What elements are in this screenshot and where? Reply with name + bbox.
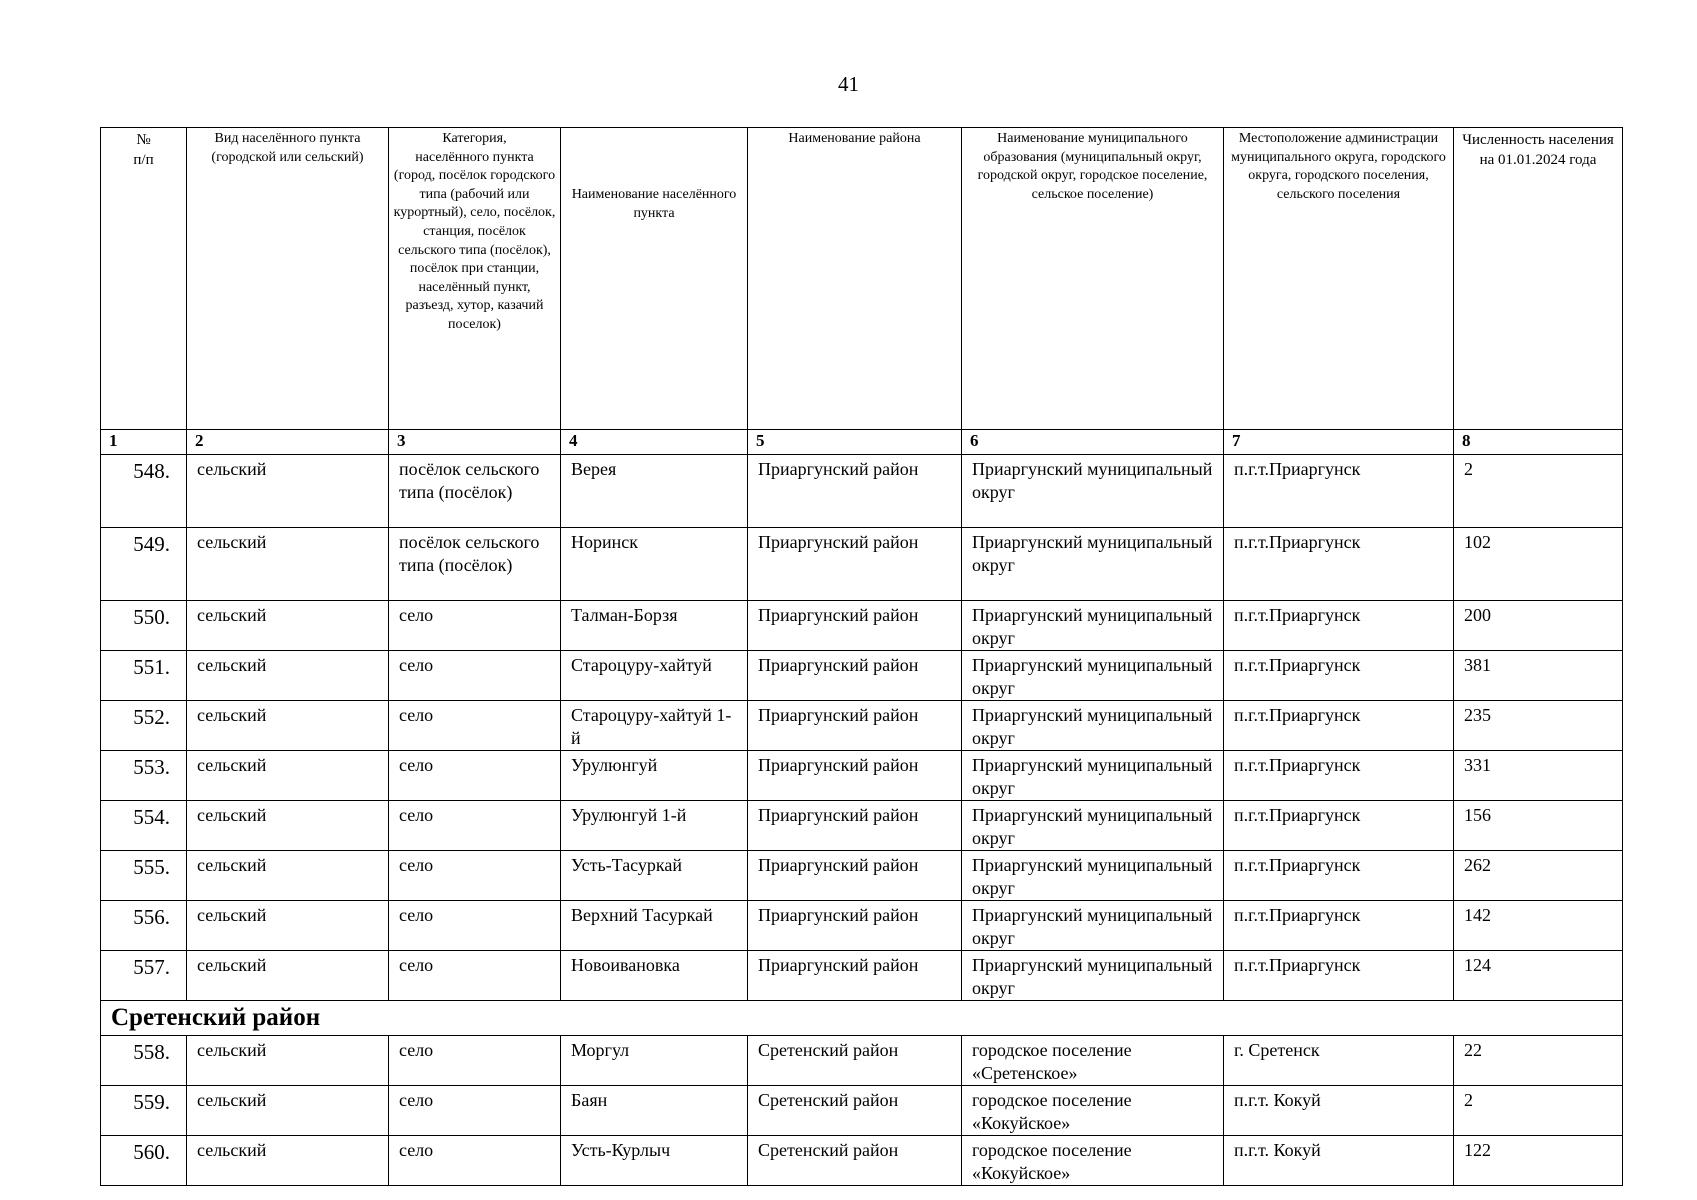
population-cell: 142 (1454, 901, 1623, 951)
district-cell: Приаргунский район (748, 528, 962, 601)
table-row (101, 1136, 1623, 1186)
population-cell: 200 (1454, 601, 1623, 651)
settlement-name-cell: Урулюнгуй (561, 751, 748, 801)
settlement-kind-cell: сельский (187, 851, 389, 901)
admin-location-cell: п.г.т.Приаргунск (1224, 528, 1454, 601)
municipality-cell: Приаргунский муниципальный округ (962, 601, 1224, 651)
settlement-name-cell: Верхний Тасуркай (561, 901, 748, 951)
municipality-cell: Приаргунский муниципальный округ (962, 701, 1224, 751)
admin-location-cell: п.г.т. Кокуй (1224, 1136, 1454, 1186)
category-cell: село (389, 1086, 561, 1136)
municipality-cell: Приаргунский муниципальный округ (962, 851, 1224, 901)
population-cell: 156 (1454, 801, 1623, 851)
settlement-name-cell: Моргул (561, 1036, 748, 1086)
settlements-table (100, 127, 1623, 1186)
population-cell: 2 (1454, 1086, 1623, 1136)
row-number: 557. (101, 951, 187, 1001)
population-cell: 22 (1454, 1036, 1623, 1086)
district-cell: Приаргунский район (748, 601, 962, 651)
settlement-name-cell: Староцуру-хайтуй 1-й (561, 701, 748, 751)
header-municipality: Наименование муниципального образования (муниципальный округ, городской округ, городское поселение, сельское поселение) (962, 128, 1224, 430)
population-cell: 381 (1454, 651, 1623, 701)
table-row (101, 455, 1623, 528)
admin-location-cell: п.г.т.Приаргунск (1224, 901, 1454, 951)
settlement-kind-cell: сельский (187, 901, 389, 951)
header-settlement-name: Наименование населённого пункта (561, 128, 748, 430)
admin-location-cell: п.г.т.Приаргунск (1224, 701, 1454, 751)
table-row (101, 651, 1623, 701)
settlement-kind-cell: сельский (187, 1136, 389, 1186)
municipality-cell: городское поселение «Кокуйское» (962, 1086, 1224, 1136)
section-block (101, 1001, 1623, 1036)
district-cell: Приаргунский район (748, 801, 962, 851)
row-number: 550. (101, 601, 187, 651)
category-cell: село (389, 701, 561, 751)
row-number: 552. (101, 701, 187, 751)
municipality-cell: Приаргунский муниципальный округ (962, 528, 1224, 601)
municipality-cell: Приаргунский муниципальный округ (962, 751, 1224, 801)
settlement-kind-cell: сельский (187, 651, 389, 701)
district-cell: Приаргунский район (748, 951, 962, 1001)
settlement-name-cell: Усть-Тасуркай (561, 851, 748, 901)
admin-location-cell: п.г.т.Приаргунск (1224, 455, 1454, 528)
category-cell: село (389, 1036, 561, 1086)
district-cell: Сретенский район (748, 1136, 962, 1186)
column-number: 5 (748, 430, 962, 455)
column-number: 4 (561, 430, 748, 455)
category-cell: село (389, 801, 561, 851)
table-row (101, 851, 1623, 901)
header-population: Численность населения на 01.01.2024 года (1454, 128, 1623, 430)
category-cell: село (389, 1136, 561, 1186)
district-cell: Приаргунский район (748, 455, 962, 528)
population-cell: 331 (1454, 751, 1623, 801)
settlement-kind-cell: сельский (187, 1086, 389, 1136)
page-number: 41 (838, 72, 859, 96)
municipality-cell: городское поселение «Кокуйское» (962, 1136, 1224, 1186)
row-number: 548. (101, 455, 187, 528)
category-cell: село (389, 751, 561, 801)
district-cell: Приаргунский район (748, 901, 962, 951)
population-cell: 124 (1454, 951, 1623, 1001)
table-row (101, 951, 1623, 1001)
header-settlement-kind: Вид населённого пункта (городской или сельский) (187, 128, 389, 430)
admin-location-cell: п.г.т.Приаргунск (1224, 801, 1454, 851)
district-cell: Приаргунский район (748, 651, 962, 701)
column-number: 3 (389, 430, 561, 455)
row-number: 560. (101, 1136, 187, 1186)
settlement-kind-cell: сельский (187, 951, 389, 1001)
row-number: 549. (101, 528, 187, 601)
table-row (101, 701, 1623, 751)
category-cell: село (389, 601, 561, 651)
column-number: 2 (187, 430, 389, 455)
settlement-kind-cell: сельский (187, 528, 389, 601)
table-row (101, 1036, 1623, 1086)
column-number-row (101, 430, 1623, 455)
municipality-cell: городское поселение «Сретенское» (962, 1036, 1224, 1086)
district-cell: Сретенский район (748, 1086, 962, 1136)
table-row (101, 601, 1623, 651)
category-cell: посёлок сельского типа (посёлок) (389, 528, 561, 601)
settlement-kind-cell: сельский (187, 801, 389, 851)
settlement-kind-cell: сельский (187, 1036, 389, 1086)
settlement-kind-cell: сельский (187, 751, 389, 801)
column-number: 8 (1454, 430, 1623, 455)
settlement-name-cell: Верея (561, 455, 748, 528)
settlement-name-cell: Талман-Борзя (561, 601, 748, 651)
population-cell: 122 (1454, 1136, 1623, 1186)
category-cell: посёлок сельского типа (посёлок) (389, 455, 561, 528)
population-cell: 262 (1454, 851, 1623, 901)
admin-location-cell: г. Сретенск (1224, 1036, 1454, 1086)
table-row (101, 1086, 1623, 1136)
row-number: 553. (101, 751, 187, 801)
table-row (101, 901, 1623, 951)
settlement-name-cell: Новоивановка (561, 951, 748, 1001)
settlement-name-cell: Староцуру-хайтуй (561, 651, 748, 701)
row-number: 555. (101, 851, 187, 901)
admin-location-cell: п.г.т.Приаргунск (1224, 751, 1454, 801)
row-number: 556. (101, 901, 187, 951)
admin-location-cell: п.г.т.Приаргунск (1224, 651, 1454, 701)
population-cell: 2 (1454, 455, 1623, 528)
category-cell: село (389, 851, 561, 901)
district-cell: Приаргунский район (748, 751, 962, 801)
table-row (101, 528, 1623, 601)
column-number: 1 (101, 430, 187, 455)
district-cell: Приаргунский район (748, 851, 962, 901)
municipality-cell: Приаргунский муниципальный округ (962, 455, 1224, 528)
district-cell: Сретенский район (748, 1036, 962, 1086)
header-district: Наименование района (748, 128, 962, 430)
admin-location-cell: п.г.т. Кокуй (1224, 1086, 1454, 1136)
population-cell: 235 (1454, 701, 1623, 751)
municipality-cell: Приаргунский муниципальный округ (962, 651, 1224, 701)
row-number: 551. (101, 651, 187, 701)
category-cell: село (389, 951, 561, 1001)
table-row (101, 751, 1623, 801)
rows-sretensky (101, 1036, 1623, 1186)
municipality-cell: Приаргунский муниципальный округ (962, 801, 1224, 851)
district-cell: Приаргунский район (748, 701, 962, 751)
settlement-name-cell: Усть-Курлыч (561, 1136, 748, 1186)
settlement-name-cell: Баян (561, 1086, 748, 1136)
row-number: 554. (101, 801, 187, 851)
settlement-name-cell: Норинск (561, 528, 748, 601)
header-admin-location: Местоположение администрации муниципального округа, городского округа, городского поселения, сельского поселения (1224, 128, 1454, 430)
row-number: 559. (101, 1086, 187, 1136)
header-number: № п/п (101, 128, 187, 430)
admin-location-cell: п.г.т.Приаргунск (1224, 951, 1454, 1001)
rows-priargunsky (101, 455, 1623, 1001)
section-title: Сретенский район (101, 1001, 1623, 1036)
municipality-cell: Приаргунский муниципальный округ (962, 951, 1224, 1001)
section-row (101, 1001, 1623, 1036)
admin-location-cell: п.г.т.Приаргунск (1224, 601, 1454, 651)
settlement-kind-cell: сельский (187, 601, 389, 651)
municipality-cell: Приаргунский муниципальный округ (962, 901, 1224, 951)
category-cell: село (389, 651, 561, 701)
settlement-kind-cell: сельский (187, 455, 389, 528)
settlement-kind-cell: сельский (187, 701, 389, 751)
column-number: 7 (1224, 430, 1454, 455)
table-header-row (101, 128, 1623, 430)
table-row (101, 801, 1623, 851)
admin-location-cell: п.г.т.Приаргунск (1224, 851, 1454, 901)
row-number: 558. (101, 1036, 187, 1086)
population-cell: 102 (1454, 528, 1623, 601)
settlement-name-cell: Урулюнгуй 1-й (561, 801, 748, 851)
column-number: 6 (962, 430, 1224, 455)
header-category: Категория, населённого пункта (город, посёлок городского типа (рабочий или курортный), село, посёлок, станция, посёлок сельского типа (посёлок), посёлок при станции, населённый пункт, разъезд, хутор, казачий поселок) (389, 128, 561, 430)
category-cell: село (389, 901, 561, 951)
